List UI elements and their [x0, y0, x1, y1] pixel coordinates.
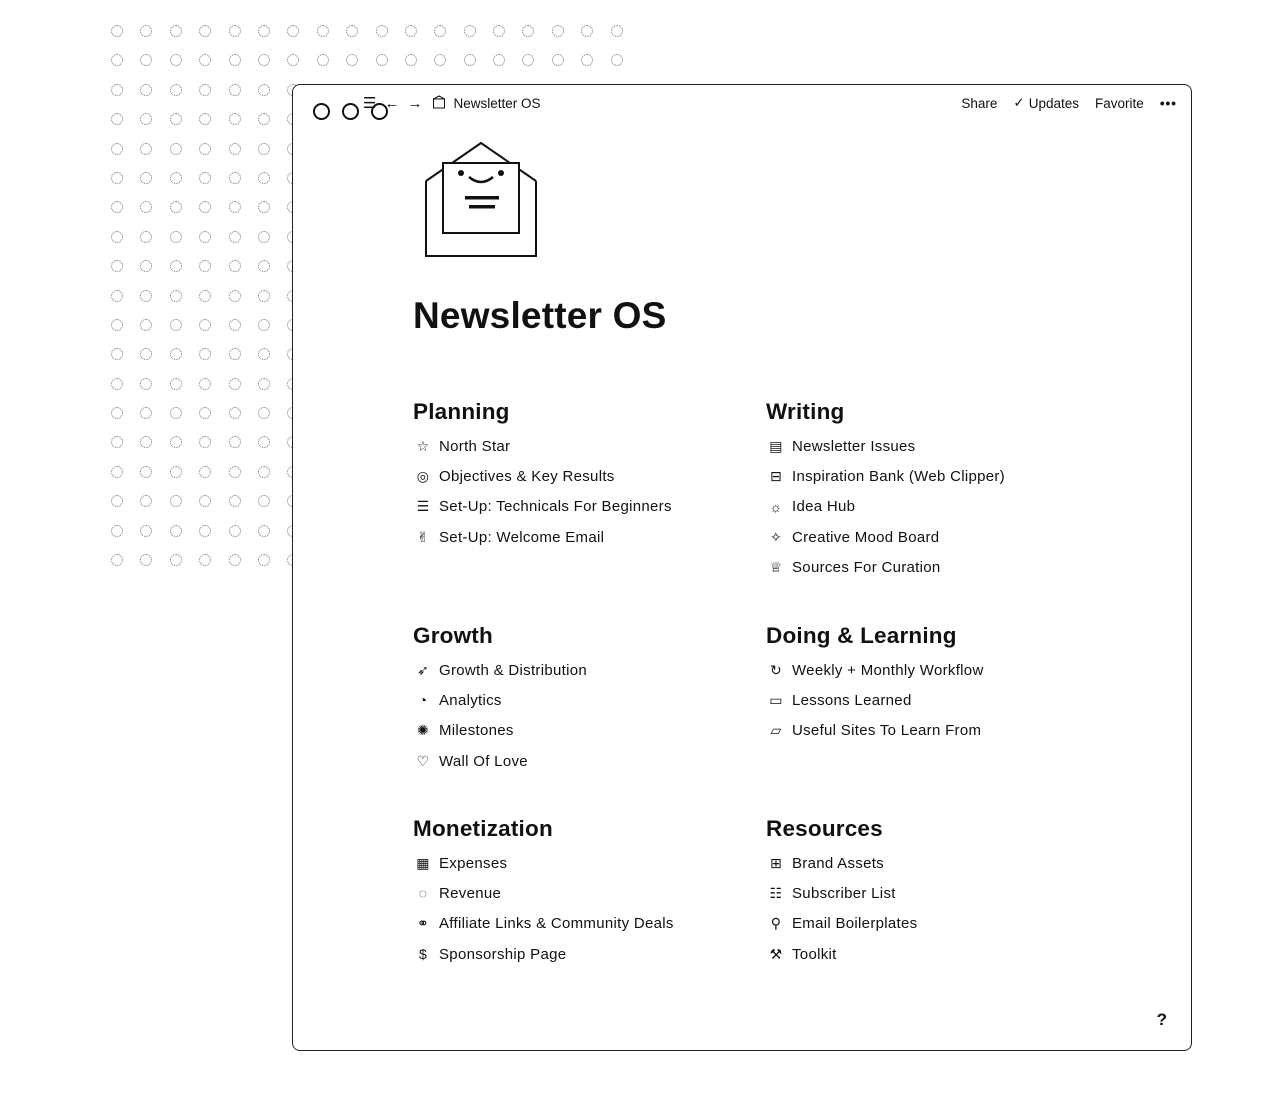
link-welcome-email[interactable]: [413, 522, 753, 552]
link-label: Brand Assets: [792, 854, 884, 872]
background-dot: [199, 378, 211, 390]
background-dot: [111, 25, 123, 37]
background-dot: [170, 54, 182, 66]
newspaper-icon: ▤: [769, 437, 783, 454]
link-subscriber-list[interactable]: [766, 878, 1106, 908]
background-dot: [111, 290, 123, 302]
top-bar: [363, 93, 1177, 113]
background-dot: [111, 554, 123, 566]
wrench-icon: ⚲: [770, 915, 782, 932]
top-actions: [961, 95, 1177, 111]
link-label: Creative Mood Board: [792, 528, 940, 546]
breadcrumb-title: Newsletter OS: [453, 95, 541, 111]
link-email-boilerplates[interactable]: [766, 909, 1106, 939]
section-monetization: [413, 816, 753, 969]
section-heading: Growth: [413, 623, 493, 648]
bike-icon: ⚭: [416, 915, 430, 932]
background-dot: [258, 231, 270, 243]
link-mood-board[interactable]: [766, 522, 1106, 552]
breadcrumb[interactable]: [432, 95, 540, 112]
link-analytics[interactable]: [413, 685, 753, 715]
crown-icon: ♕: [769, 558, 783, 575]
link-growth-distribution[interactable]: [413, 655, 753, 685]
background-dot: [229, 554, 241, 566]
background-dot: [170, 378, 182, 390]
favorite-button[interactable]: Favorite: [1095, 95, 1144, 111]
background-dot: [199, 113, 211, 125]
background-dot: [170, 407, 182, 419]
background-dot: [229, 113, 241, 125]
background-dot: [111, 466, 123, 478]
link-label: North Star: [439, 437, 511, 455]
background-dot: [229, 525, 241, 537]
background-dot: [258, 554, 270, 566]
background-dot: [199, 290, 211, 302]
link-milestones[interactable]: [413, 716, 753, 746]
background-dot: [140, 172, 152, 184]
help-button[interactable]: ?: [1156, 1010, 1167, 1029]
background-dot: [258, 495, 270, 507]
link-idea-hub[interactable]: [766, 492, 1106, 522]
app-window: [292, 84, 1192, 1051]
background-dot: [522, 25, 534, 37]
back-arrow-icon[interactable]: ←: [384, 94, 400, 112]
background-dot: [170, 466, 182, 478]
refresh-icon: ↻: [769, 661, 783, 678]
background-dot: [229, 231, 241, 243]
link-label: Wall Of Love: [439, 752, 528, 770]
link-north-star[interactable]: [413, 431, 753, 461]
gauge-icon: ◔: [418, 692, 428, 709]
background-dot: [140, 525, 152, 537]
background-dot: [111, 260, 123, 272]
link-label: Useful Sites To Learn From: [792, 722, 982, 740]
background-dot: [199, 143, 211, 155]
background-dot: [229, 25, 241, 37]
link-label: Inspiration Bank (Web Clipper): [792, 467, 1005, 485]
background-dot: [170, 319, 182, 331]
background-dot: [258, 290, 270, 302]
link-label: Objectives & Key Results: [439, 467, 615, 485]
section-heading: Resources: [766, 816, 883, 841]
notebook-icon: ▭: [769, 691, 783, 708]
link-lessons-learned[interactable]: [766, 685, 1106, 715]
section-doing-learning: [766, 623, 1106, 746]
background-dot: [258, 525, 270, 537]
link-wall-of-love[interactable]: [413, 746, 753, 776]
link-label: Expenses: [439, 854, 508, 872]
link-label: Affiliate Links & Community Deals: [439, 915, 674, 933]
sparkles-icon: ✧: [769, 528, 783, 545]
background-dot: [229, 84, 241, 96]
background-dot: [111, 525, 123, 537]
background-dot: [199, 319, 211, 331]
target-icon: ◎: [416, 467, 430, 484]
background-dot: [199, 201, 211, 213]
background-dot: [111, 113, 123, 125]
background-dot: [199, 54, 211, 66]
database-icon: ☷: [769, 884, 783, 901]
section-heading: Writing: [766, 399, 845, 424]
share-button[interactable]: Share: [961, 95, 998, 111]
link-sponsorship[interactable]: [413, 939, 753, 969]
background-dot: [229, 436, 241, 448]
folder-icon: ▱: [770, 722, 782, 739]
background-dot: [552, 25, 564, 37]
background-dot: [140, 113, 152, 125]
background-dot: [493, 25, 505, 37]
background-dot: [229, 290, 241, 302]
background-dot: [581, 25, 593, 37]
background-dot: [464, 25, 476, 37]
background-dot: [170, 554, 182, 566]
star-icon: ☆: [416, 437, 430, 454]
background-dot: [258, 201, 270, 213]
background-dot: [111, 231, 123, 243]
link-label: Set-Up: Technicals For Beginners: [439, 498, 672, 516]
background-dot: [111, 201, 123, 213]
background-dot: [199, 525, 211, 537]
background-dot: [434, 54, 446, 66]
background-dot: [111, 407, 123, 419]
background-dot: [140, 143, 152, 155]
link-revenue[interactable]: [413, 878, 753, 908]
more-options-button[interactable]: •••: [1159, 95, 1177, 111]
background-dot: [140, 348, 152, 360]
lightbulb-icon: ☼: [769, 498, 783, 515]
link-label: Sources For Curation: [792, 558, 941, 576]
background-dot: [434, 25, 446, 37]
link-label: Lessons Learned: [792, 691, 912, 709]
background-dot: [199, 554, 211, 566]
link-label: Growth & Distribution: [439, 661, 588, 679]
link-label: Subscriber List: [792, 884, 896, 902]
background-dot: [170, 84, 182, 96]
inbox-icon: ⊟: [769, 467, 783, 484]
section-heading: Doing & Learning: [766, 623, 957, 648]
dollar-coin-icon: $: [418, 946, 428, 963]
background-dot: [522, 54, 534, 66]
background-dot: [258, 407, 270, 419]
rocket-icon: ➶: [416, 661, 430, 678]
toolkit-icon: ⚒: [769, 945, 783, 962]
background-dot: [258, 319, 270, 331]
link-sources[interactable]: [766, 552, 1106, 582]
background-dot: [199, 172, 211, 184]
background-dot: [229, 143, 241, 155]
link-label: Milestones: [439, 722, 514, 740]
background-dot: [229, 260, 241, 272]
background-dot: [464, 54, 476, 66]
archive-icon: ⊞: [769, 854, 783, 871]
checklist-icon: ☰: [416, 498, 430, 515]
background-dot: [258, 436, 270, 448]
background-dot: [258, 466, 270, 478]
heart-icon: ♡: [416, 752, 430, 769]
background-dot: [611, 54, 623, 66]
link-label: Revenue: [439, 884, 502, 902]
background-dot: [258, 25, 270, 37]
background-dot: [170, 25, 182, 37]
peace-hand-icon: ✌: [416, 528, 430, 545]
background-dot: [140, 554, 152, 566]
link-newsletter-issues[interactable]: [766, 431, 1106, 461]
background-dot: [140, 407, 152, 419]
background-dot: [140, 466, 152, 478]
background-dot: [199, 495, 211, 507]
link-useful-sites[interactable]: [766, 716, 1106, 746]
section-heading: Monetization: [413, 816, 553, 841]
background-dot: [229, 378, 241, 390]
updates-label: Updates: [1028, 95, 1080, 111]
link-label: Toolkit: [792, 945, 837, 963]
link-label: Email Boilerplates: [792, 915, 918, 933]
background-dot: [581, 54, 593, 66]
link-label: Sponsorship Page: [439, 945, 567, 963]
background-dot: [376, 25, 388, 37]
background-dot: [287, 54, 299, 66]
envelope-page-icon[interactable]: [421, 141, 541, 261]
section-resources: [766, 816, 1106, 969]
background-dot: [170, 348, 182, 360]
background-dot: [170, 113, 182, 125]
background-dot: [199, 466, 211, 478]
background-dot: [111, 172, 123, 184]
background-dot: [258, 378, 270, 390]
cash-icon: ▦: [416, 854, 430, 871]
updates-button[interactable]: [1013, 95, 1079, 111]
background-dot: [317, 25, 329, 37]
background-dot: [111, 378, 123, 390]
background-dot: [199, 231, 211, 243]
section-writing: [766, 399, 1106, 582]
forward-arrow-icon[interactable]: →: [407, 94, 423, 112]
background-dot: [229, 201, 241, 213]
link-label: Weekly + Monthly Workflow: [792, 661, 984, 679]
piggy-bank-icon: ◌: [418, 885, 428, 902]
background-dot: [199, 84, 211, 96]
background-dot: [170, 495, 182, 507]
link-toolkit[interactable]: [766, 939, 1106, 969]
close-window-button[interactable]: [313, 103, 330, 120]
link-inspiration-bank[interactable]: [766, 461, 1106, 491]
background-dot: [229, 172, 241, 184]
background-dot: [258, 348, 270, 360]
background-dot: [493, 54, 505, 66]
background-dot: [140, 231, 152, 243]
checkmark-icon: ✓: [1013, 95, 1025, 110]
background-dot: [170, 290, 182, 302]
background-dot: [140, 290, 152, 302]
background-dot: [611, 25, 623, 37]
background-dot: [229, 319, 241, 331]
background-dot: [140, 260, 152, 272]
background-dot: [170, 260, 182, 272]
background-dot: [140, 436, 152, 448]
background-dot: [229, 54, 241, 66]
background-dot: [229, 348, 241, 360]
background-dot: [170, 172, 182, 184]
background-dot: [405, 25, 417, 37]
link-label: Idea Hub: [792, 498, 856, 516]
link-workflow[interactable]: [766, 655, 1106, 685]
background-dot: [199, 348, 211, 360]
link-affiliate[interactable]: [413, 909, 753, 939]
background-dot: [140, 378, 152, 390]
background-dot: [111, 54, 123, 66]
background-dot: [258, 172, 270, 184]
sidebar-toggle-icon[interactable]: ☰: [363, 95, 377, 112]
background-dot: [199, 436, 211, 448]
background-dot: [111, 319, 123, 331]
celebration-icon: ✺: [416, 722, 430, 739]
link-okrs[interactable]: [413, 461, 753, 491]
background-dot: [229, 407, 241, 419]
background-dot: [170, 436, 182, 448]
link-label: Analytics: [439, 691, 502, 709]
minimize-window-button[interactable]: [342, 103, 359, 120]
background-dot: [199, 260, 211, 272]
background-dot: [229, 495, 241, 507]
section-heading: Planning: [413, 399, 510, 424]
background-dot: [111, 436, 123, 448]
background-dot: [111, 143, 123, 155]
background-dot: [258, 260, 270, 272]
background-dot: [170, 525, 182, 537]
background-dot: [111, 84, 123, 96]
background-dot: [346, 54, 358, 66]
background-dot: [552, 54, 564, 66]
background-dot: [199, 407, 211, 419]
background-dot: [111, 348, 123, 360]
section-planning: [413, 399, 753, 552]
background-dot: [140, 84, 152, 96]
background-dot: [140, 54, 152, 66]
background-dot: [258, 54, 270, 66]
nav-controls: [363, 94, 422, 112]
link-technicals[interactable]: [413, 492, 753, 522]
background-dot: [140, 25, 152, 37]
background-dot: [170, 143, 182, 155]
page-mini-icon: [432, 95, 446, 112]
background-dot: [199, 25, 211, 37]
background-dot: [405, 54, 417, 66]
background-dot: [346, 25, 358, 37]
background-dot: [258, 113, 270, 125]
link-brand-assets[interactable]: [766, 848, 1106, 878]
background-dot: [170, 231, 182, 243]
link-label: Newsletter Issues: [792, 437, 916, 455]
background-dot: [140, 201, 152, 213]
background-dot: [229, 466, 241, 478]
background-dot: [170, 201, 182, 213]
section-growth: [413, 623, 753, 776]
background-dot: [376, 54, 388, 66]
background-dot: [287, 25, 299, 37]
page-title: Newsletter OS: [413, 295, 667, 336]
link-expenses[interactable]: [413, 848, 753, 878]
background-dot: [140, 495, 152, 507]
background-dot: [140, 319, 152, 331]
background-dot: [317, 54, 329, 66]
background-dot: [258, 143, 270, 155]
link-label: Set-Up: Welcome Email: [439, 528, 605, 546]
background-dot: [111, 495, 123, 507]
background-dot: [258, 84, 270, 96]
